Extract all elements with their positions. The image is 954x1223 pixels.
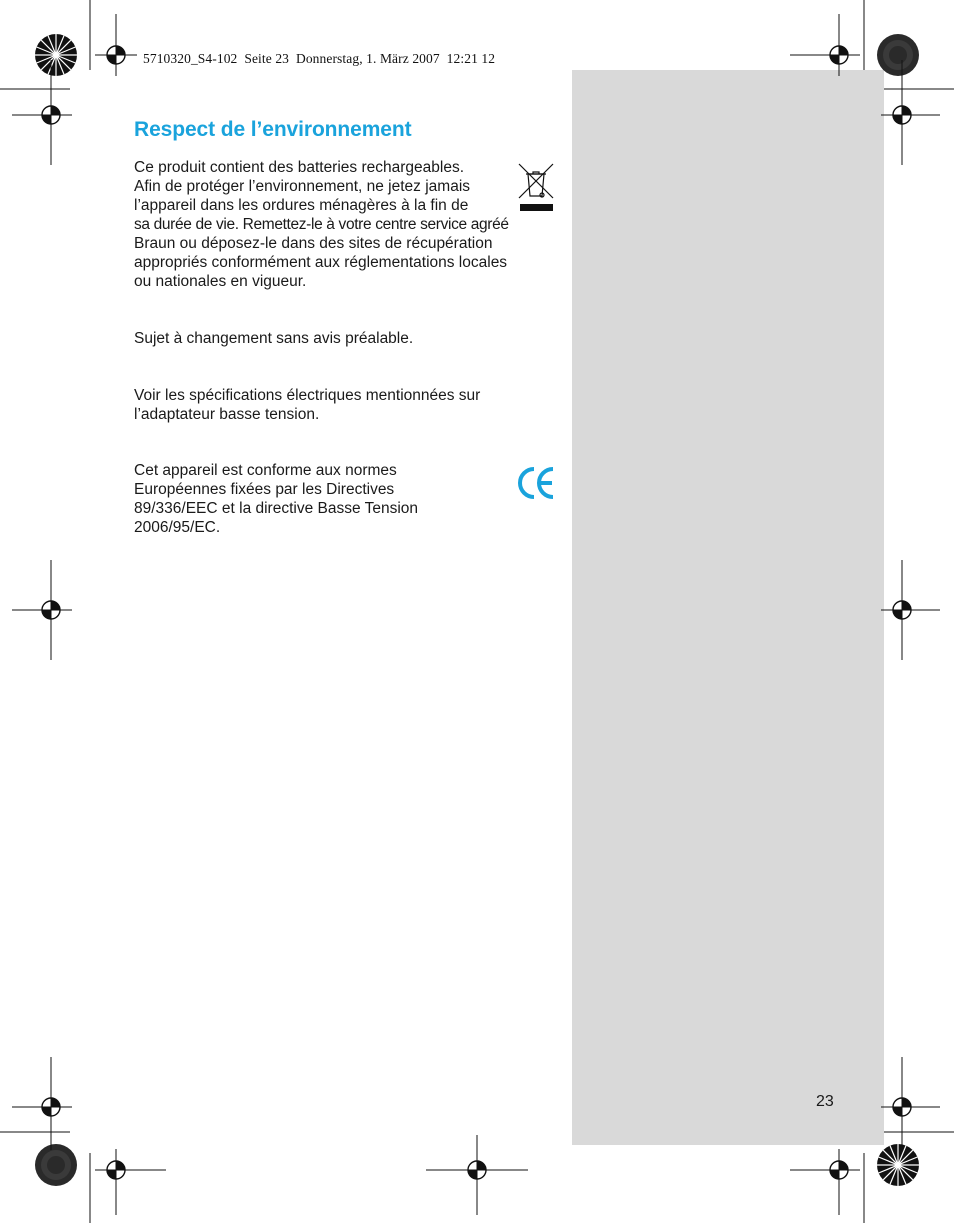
text-line: Européennes fixées par les Directives	[134, 481, 395, 498]
text-line: Braun ou déposez-le dans des sites de récupération	[134, 235, 493, 252]
text-line: Ce produit contient des batteries rechargeables.	[134, 159, 465, 176]
text-line: Sujet à changement sans avis préalable.	[134, 330, 414, 347]
text-line: 2006/95/EC.	[134, 519, 221, 536]
section-title: Respect de l’environnement	[134, 118, 412, 141]
text-line: l’appareil dans les ordures ménagères à la fin de	[134, 197, 469, 214]
text-line: Voir les spécifications électriques mentionnées sur	[134, 387, 481, 404]
text-line: Cet appareil est conforme aux normes	[134, 462, 397, 479]
print-info-header: 5710320_S4-102 Seite 23 Donnerstag, 1. März 2007 12:21 12	[143, 51, 496, 66]
text-line: l’adaptateur basse tension.	[134, 406, 320, 423]
text-line: sa durée de vie. Remettez-le à votre centre service agréé	[134, 216, 509, 233]
page-number: 23	[816, 1093, 834, 1110]
text-line: appropriés conformément aux réglementations locales	[134, 254, 508, 271]
text-line: Afin de protéger l’environnement, ne jetez jamais	[134, 178, 471, 195]
text-line: 89/336/EEC et la directive Basse Tension	[134, 500, 419, 517]
text-line: ou nationales en vigueur.	[134, 273, 307, 290]
